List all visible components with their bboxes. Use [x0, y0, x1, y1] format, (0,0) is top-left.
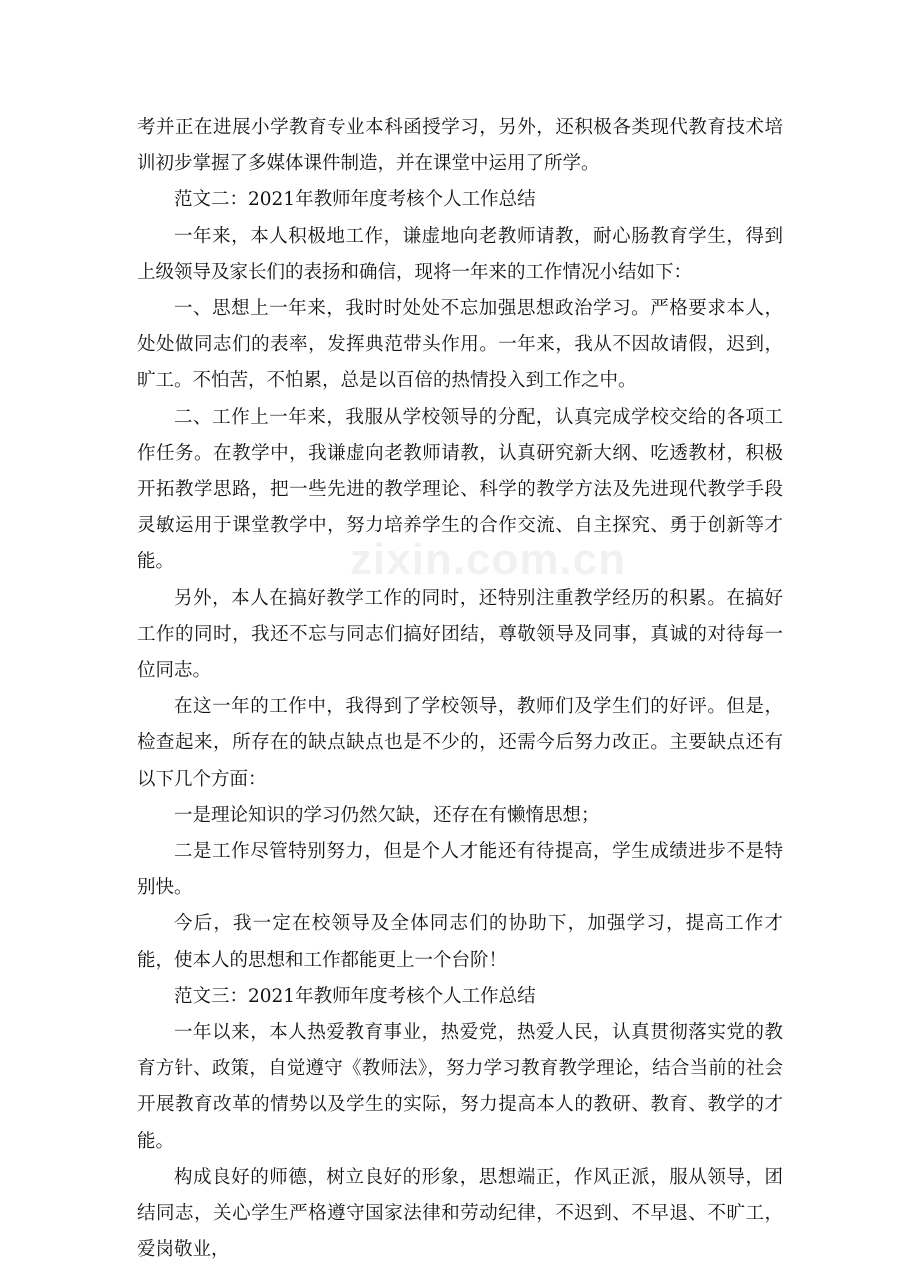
paragraph: 构成良好的师德，树立良好的形象，思想端正，作风正派，服从领导，团结同志，关心学生严格遵守国家法律和劳动纪律，不迟到、不早退、不旷工，爱岗敬业， [137, 1166, 783, 1261]
paragraph: 在这一年的工作中，我得到了学校领导，教师们及学生们的好评。但是，检查起来，所存在的缺点缺点也是不少的，还需今后努力改正。主要缺点还有以下几个方面： [137, 696, 783, 790]
paragraph-shortcoming-2: 二是工作尽管特别努力，但是个人才能还有待提高，学生成绩进步不是特别快。 [137, 841, 783, 899]
paragraph-shortcoming-1: 一是理论知识的学习仍然欠缺，还存在有懒惰思想； [174, 804, 600, 826]
document-body [137, 110, 783, 1269]
paragraph: 一年来，本人积极地工作，谦虚地向老教师请教，耐心肠教育学生，得到上级领导及家长们的表扬和确信，现将一年来的工作情况小结如下： [137, 225, 783, 283]
section-heading-fanwen-2: 范文二：2021年教师年度考核个人工作总结 [174, 189, 536, 211]
paragraph: 今后，我一定在校领导及全体同志们的协助下，加强学习，提高工作才能，使本人的思想和工作都能更上一个台阶！ [137, 913, 783, 971]
paragraph-continuation: 考并正在进展小学教育专业本科函授学习，另外，还积极各类现代教育技术培训初步掌握了多媒体课件制造，并在课堂中运用了所学。 [137, 117, 783, 175]
section-heading-fanwen-3: 范文三：2021年教师年度考核个人工作总结 [174, 985, 536, 1007]
watermark: zixin.com.cn [350, 535, 627, 584]
paragraph-thought: 一、思想上一年来，我时时处处不忘加强思想政治学习。严格要求本人，处处做同志们的表率，发挥典范带头作用。一年来，我从不因故请假，迟到，旷工。不怕苦，不怕累，总是以百倍的热情投入到工作之中。 [137, 298, 783, 392]
paragraph: 另外，本人在搞好教学工作的同时，还特别注重教学经历的积累。在搞好工作的同时，我还不忘与同志们搞好团结，尊敬领导及同事，真诚的对待每一位同志。 [137, 587, 783, 682]
paragraph: 一年以来，本人热爱教育事业，热爱党，热爱人民，认真贯彻落实党的教育方针、政策，自觉遵守《教师法》，努力学习教育教学理论，结合当前的社会开展教育改革的情势以及学生的实际，努力提高本人的教研、教育、教学的才能。 [137, 1022, 783, 1152]
paragraph-work: 二、工作上一年来，我服从学校领导的分配，认真完成学校交给的各项工作任务。在教学中，我谦虚向老教师请教，认真研究新大纲、吃透教材，积极开拓教学思路，把一些先进的教学理论、科学的教学方法及先进现代教学手段灵敏运用于课堂教学中，努力培养学生的合作交流、自主探究、勇于创新等才能。 [137, 406, 783, 573]
